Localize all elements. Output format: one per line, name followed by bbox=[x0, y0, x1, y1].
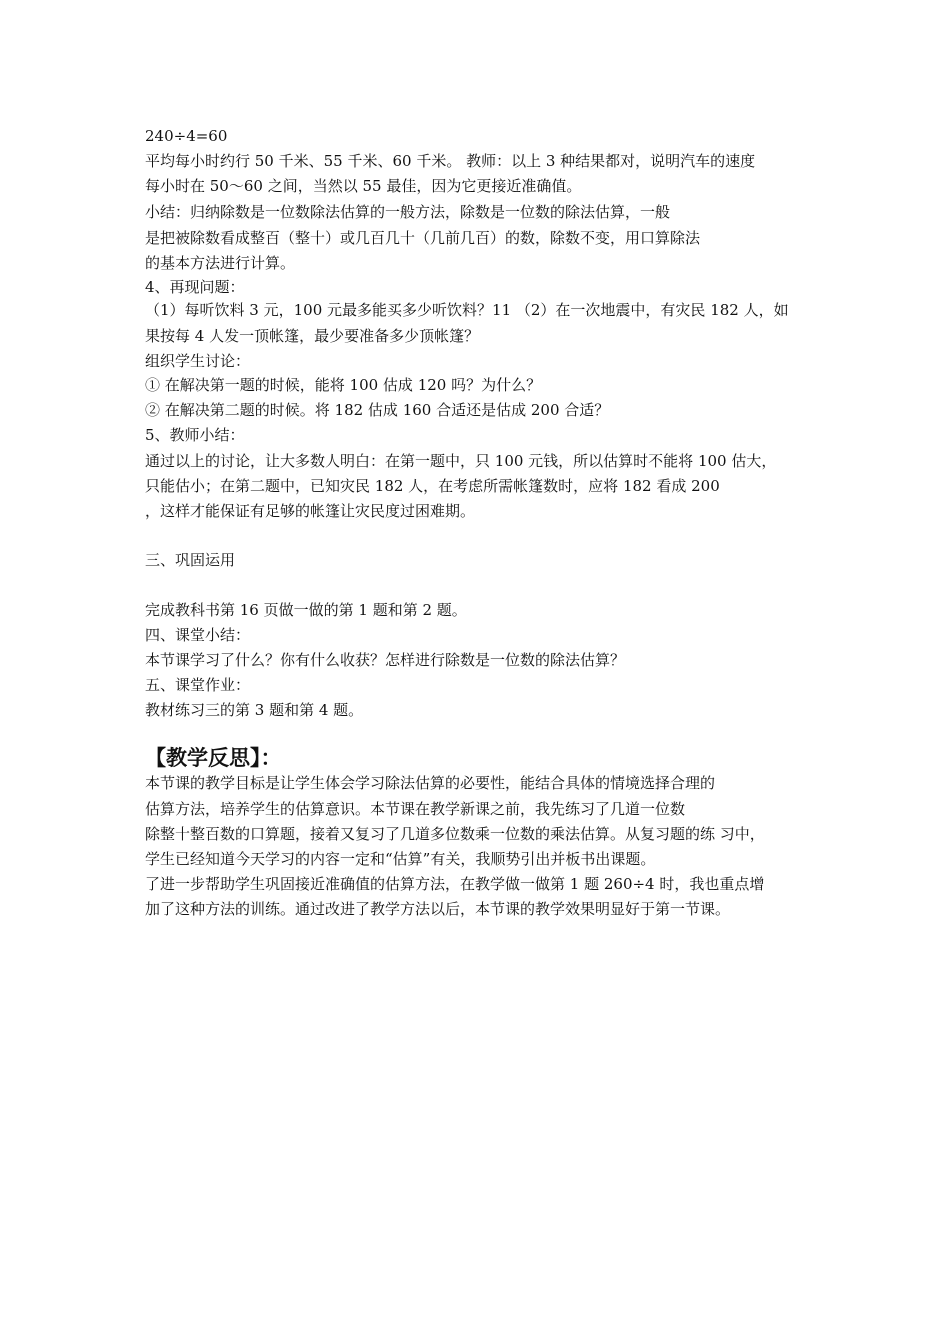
section-heading: 五、课堂作业： bbox=[145, 676, 251, 694]
section-heading: 三、巩固运用 bbox=[145, 551, 236, 569]
reflection-line: 了进一步帮助学生巩固接近准确值的估算方法，在教学做一做第 1 题 260÷4 时，我也重点增 bbox=[145, 875, 765, 893]
text-line: 只能估小；在第二题中，已知灾民 182 人，在考虑所需帐篷数时，应将 182 看成 200 bbox=[145, 477, 720, 495]
section-heading: 4、再现问题： bbox=[145, 278, 245, 296]
text-line: 是把被除数看成整百（整十）或几百几十（几前几百）的数，除数不变，用口算除法 bbox=[145, 229, 701, 247]
text-line: 教材练习三的第 3 题和第 4 题。 bbox=[145, 701, 364, 719]
reflection-line: 学生已经知道今天学习的内容一定和“估算”有关，我顺势引出并板书出课题。 bbox=[145, 850, 656, 868]
reflection-line: 除整十整百数的口算题，接着又复习了几道多位数乘一位数的乘法估算。从复习题的练 习中， bbox=[145, 825, 765, 843]
section-heading: 四、课堂小结： bbox=[145, 626, 251, 644]
text-line: 组织学生讨论： bbox=[145, 352, 251, 370]
text-line: ，这样才能保证有足够的帐篷让灾民度过困难期。 bbox=[145, 502, 476, 520]
text-line: 的基本方法进行计算。 bbox=[145, 254, 296, 272]
text-line: ② 在解决第二题的时候。将 182 估成 160 合适还是估成 200 合适？ bbox=[145, 401, 610, 419]
text-line: 果按每 4 人发一顶帐篷，最少要准备多少顶帐篷？ bbox=[145, 327, 480, 345]
text-line: 每小时在 50～60 之间，当然以 55 最佳，因为它更接近准确值。 bbox=[145, 177, 582, 195]
text-line: 小结：归纳除数是一位数除法估算的一般方法，除数是一位数的除法估算，一般 bbox=[145, 203, 671, 221]
text-line: 平均每小时约行 50 千米、55 千米、60 千米。 教师：以上 3 种结果都对，说明汽车的速度 bbox=[145, 152, 756, 170]
text-line: ① 在解决第一题的时候，能将 100 估成 120 吗？为什么？ bbox=[145, 376, 542, 394]
reflection-line: 加了这种方法的训练。通过改进了教学方法以后，本节课的教学效果明显好于第一节课。 bbox=[145, 900, 731, 918]
text-line: 240÷4=60 bbox=[145, 127, 228, 145]
text-line: 本节课学习了什么？你有什么收获？怎样进行除数是一位数的除法估算？ bbox=[145, 651, 626, 669]
text-line: 通过以上的讨论，让大多数人明白：在第一题中，只 100 元钱，所以估算时不能将 100 估大， bbox=[145, 452, 777, 470]
text-line: 完成教科书第 16 页做一做的第 1 题和第 2 题。 bbox=[145, 601, 467, 619]
reflection-line: 本节课的教学目标是让学生体会学习除法估算的必要性，能结合具体的情境选择合理的 bbox=[145, 774, 716, 792]
section-heading: 5、教师小结： bbox=[145, 426, 245, 444]
reflection-line: 估算方法，培养学生的估算意识。本节课在教学新课之前，我先练习了几道一位数 bbox=[145, 800, 686, 818]
reflection-title: 【教学反思】： bbox=[145, 745, 282, 770]
text-line: （1）每听饮料 3 元，100 元最多能买多少听饮料？11 （2）在一次地震中，有灾民 182 人，如 bbox=[145, 301, 789, 319]
